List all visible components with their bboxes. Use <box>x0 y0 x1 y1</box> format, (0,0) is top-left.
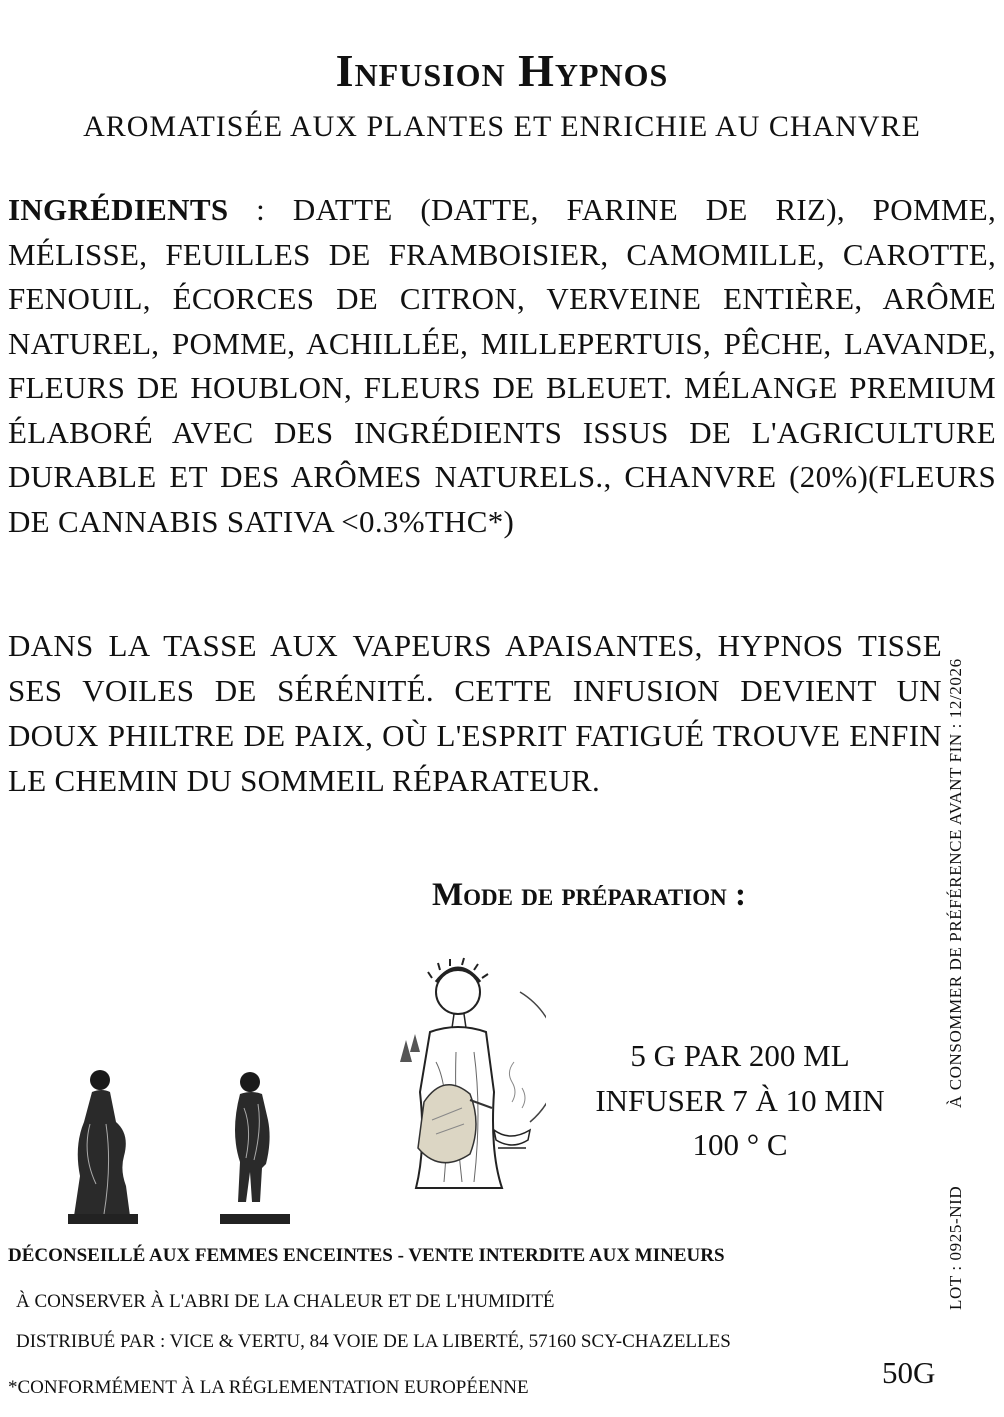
regulation-note: *CONFORMÉMENT À LA RÉGLEMENTATION EUROPÉENNE <box>8 1377 529 1398</box>
preparation-title: Mode de préparation : <box>432 877 746 913</box>
preparation-instructions <box>568 1034 912 1168</box>
best-before-date: À CONSOMMER DE PRÉFÉRENCE AVANT FIN : 12/2026 <box>946 658 965 1108</box>
pregnant-woman-statue-icon <box>64 1064 142 1226</box>
product-story: DANS LA TASSE AUX VAPEURS APAISANTES, HYPNOS TISSE SES VOILES DE SÉRÉNITÉ. CETTE INFUSION DEVIENT UN DOUX PHILTRE DE PAIX, OÙ L'ESPRIT FATIGUÉ TROUVE ENFIN LE CHEMIN DU SOMMEIL RÉPARATEUR. <box>8 628 942 798</box>
warning-text: DÉCONSEILLÉ AUX FEMMES ENCEINTES - VENTE INTERDITE AUX MINEURS <box>8 1245 725 1266</box>
ingredients-paragraph <box>8 188 996 544</box>
ingredients-separator: : <box>228 192 293 227</box>
preparation-dose: 5 G PAR 200 ML <box>630 1038 850 1073</box>
storage-instructions: À CONSERVER À L'ABRI DE LA CHALEUR ET DE L'HUMIDITÉ <box>16 1291 555 1312</box>
ingredients-label: INGRÉDIENTS <box>8 192 229 227</box>
product-subtitle: AROMATISÉE AUX PLANTES ET ENRICHIE AU CHANVRE <box>83 110 921 143</box>
child-statue-icon <box>214 1068 294 1226</box>
net-weight: 50G <box>882 1355 936 1390</box>
ingredients-text: DATTE (DATTE, FARINE DE RIZ), POMME, MÉLISSE, FEUILLES DE FRAMBOISIER, CAMOMILLE, CAROTTE, FENOUIL, ÉCORCES DE CITRON, VERVEINE ENTIÈRE, ARÔME NATUREL, POMME, ACHILLÉE, MILLEPERTUIS, PÊCHE, LAVANDE, FLEURS DE HOUBLON, FLEURS DE BLEUET. MÉLANGE PREMIUM ÉLABORÉ AVEC DES INGRÉDIENTS ISSUS DE L'AGRICULTURE DURABLE ET DES ARÔMES NATURELS., CHANVRE (20%)(FLEURS DE CANNABIS SATIVA <0.3%THC*) <box>8 192 997 539</box>
distributor-info: DISTRIBUÉ PAR : VICE & VERTU, 84 VOIE DE LA LIBERTÉ, 57160 SCY-CHAZELLES <box>16 1331 731 1352</box>
goddess-pouring-tea-illustration <box>370 952 546 1192</box>
preparation-time: INFUSER 7 À 10 MIN <box>595 1082 885 1118</box>
product-title: Infusion Hypnos <box>335 45 669 96</box>
lot-number: LOT : 0925-NID <box>946 1185 965 1310</box>
preparation-temperature: 100 ° C <box>692 1127 788 1162</box>
